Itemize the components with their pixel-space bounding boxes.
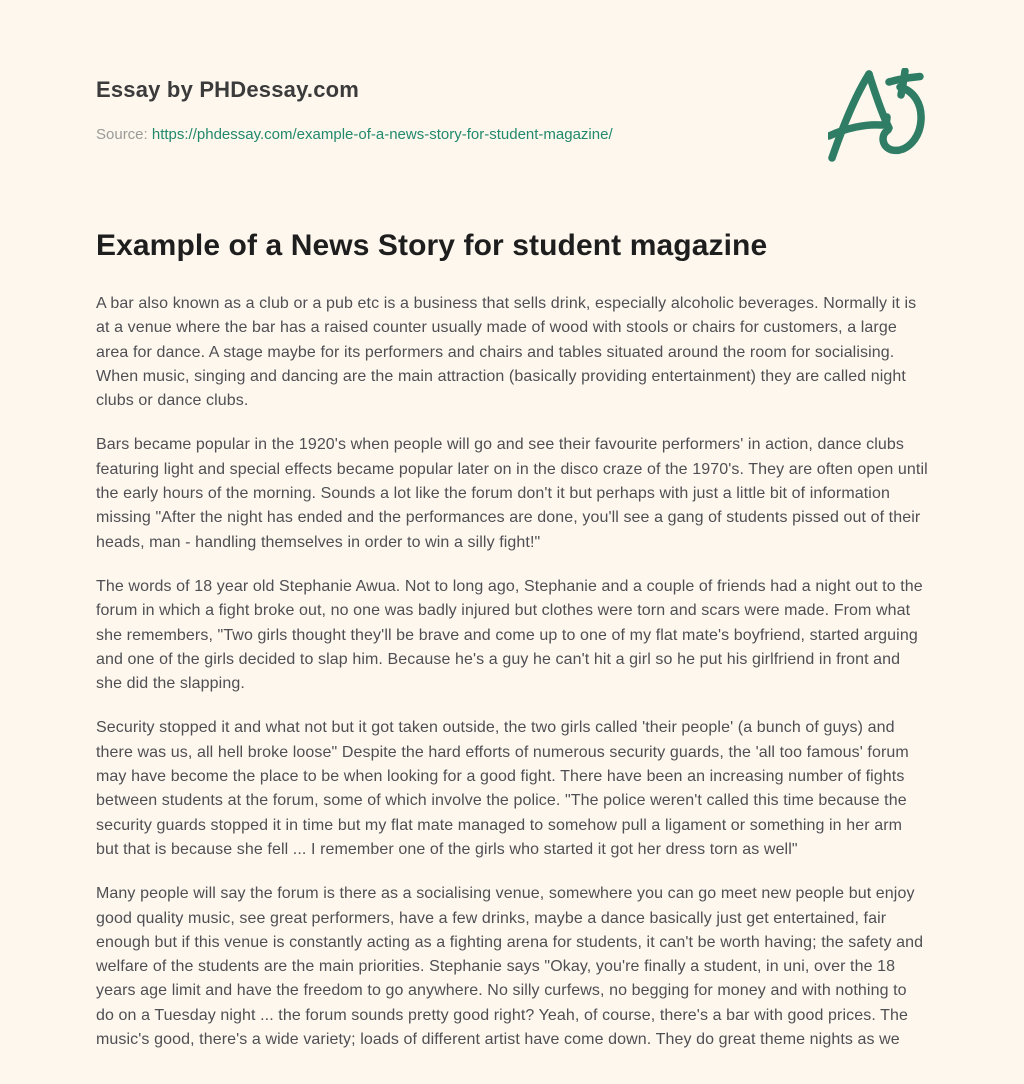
phdessay-logo xyxy=(828,68,928,168)
essay-paragraph: Many people will say the forum is there as a socialising venue, somewhere you can go meet new people but enjoy good quality music, see great performers, have a few drinks, maybe a dance basically just get entertained, fair enough but if this venue is constantly acting as a fighting arena for students, it can't be worth having; the safety and welfare of the students are the main priorities. Stephanie says "Okay, you're finally a student, in uni, over the 18 years age limit and have the freedom to go anywhere. No silly curfews, no begging for money and with nothing to do on a Tuesday night ... the forum sounds pretty good right? Yeah, of course, there's a bar with good prices. The music's good, there's a wide variety; loads of different artist have come down. They do great theme nights as we xyxy=(96,885,924,1049)
essay-title: Example of a News Story for student magazine xyxy=(96,229,768,262)
source-link[interactable]: https://phdessay.com/example-of-a-news-story-for-student-magazine/ xyxy=(151,126,613,143)
essay-paragraph: Security stopped it and what not but it got taken outside, the two girls called 'their people' (a bunch of guys) and there was us, all hell broke loose" Despite the hard efforts of numerous security guards, the 'all too famous' forum may have become the place to be when looking for a good fight. There have been an increasing number of fights between students at the forum, some of which involve the police. "The police weren't called this time because the security guards stopped it in time but my flat mate managed to somehow pull a ligament or something in her arm but that is because she fell ... I remember one of the girls who started it got her dress torn as well" xyxy=(96,719,909,858)
a-plus-swoosh-icon xyxy=(828,68,928,168)
essay-paragraph: The words of 18 year old Stephanie Awua. Not to long ago, Stephanie and a couple of friends had a night out to the forum in which a fight broke out, no one was badly injured but clothes were torn and scars were made. From what she remembers, "Two girls thought they'll be brave and come up to one of my flat mate's boyfriend, started arguing and one of the girls decided to slap him. Because he's a guy he can't hit a girl so he put his girlfriend in front and she did the slapping. xyxy=(96,577,923,693)
essay-paragraph: Bars became popular in the 1920's when people will go and see their favourite performers' in action, dance clubs featuring light and special effects became popular later on in the disco craze of the 1970's. They are often open until the early hours of the morning. Sounds a lot like the forum don't it but perhaps with just a little bit of information missing "After the night has ended and the performances are done, you'll see a gang of students pissed out of their heads, man - handling themselves in order to win a silly fight!" xyxy=(96,436,928,551)
site-header-title: Essay by PHDessay.com xyxy=(96,77,360,102)
page-header xyxy=(96,78,928,145)
essay-body xyxy=(96,292,928,1052)
source-label: Source: xyxy=(96,126,148,143)
source-line xyxy=(96,125,928,145)
essay-paragraph: A bar also known as a club or a pub etc is a business that sells drink, especially alcoholic beverages. Normally it is at a venue where the bar has a raised counter usually made of wood with stools or chairs for customers, a large area for dance. A stage maybe for its performers and chairs and tables situated around the room for socialising. When music, singing and dancing are the main attraction (basically providing entertainment) they are called night clubs or dance clubs. xyxy=(96,295,917,410)
